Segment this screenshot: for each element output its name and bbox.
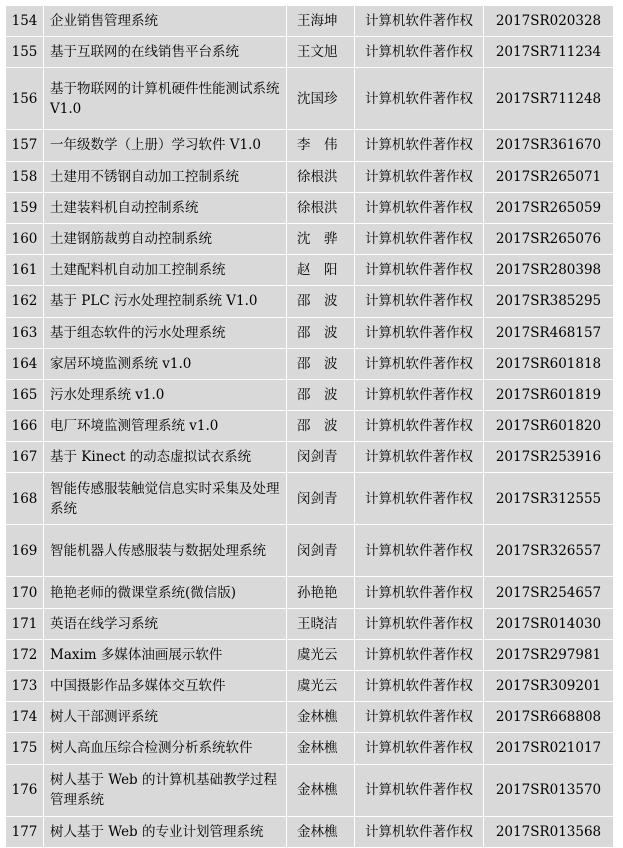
- copyright-type: 计算机软件著作权: [355, 733, 484, 764]
- copyright-type: 计算机软件著作权: [355, 442, 484, 473]
- software-name: 智能传感服装触觉信息实时采集及处理系统: [44, 473, 287, 525]
- row-number: 173: [6, 671, 44, 702]
- software-name: 树人基于 Web 的专业计划管理系统: [44, 816, 287, 847]
- row-number: 166: [6, 411, 44, 442]
- registration-number: 2017SR385295: [484, 286, 614, 317]
- author-name: 李 伟: [287, 130, 355, 161]
- author-name: 王海坤: [287, 6, 355, 37]
- registration-number: 2017SR326557: [484, 525, 614, 577]
- row-number: 167: [6, 442, 44, 473]
- copyright-type: 计算机软件著作权: [355, 379, 484, 410]
- table-row: [6, 379, 614, 410]
- table-row: [6, 473, 614, 525]
- table-row: [6, 639, 614, 670]
- software-name: 土建配料机自动加工控制系统: [44, 255, 287, 286]
- software-name: 树人高血压综合检测分析系统软件: [44, 733, 287, 764]
- author-name: 金林樵: [287, 816, 355, 847]
- copyright-type: 计算机软件著作权: [355, 348, 484, 379]
- row-number: 172: [6, 639, 44, 670]
- copyright-type: 计算机软件著作权: [355, 317, 484, 348]
- copyright-type: 计算机软件著作权: [355, 6, 484, 37]
- author-name: 闵剑青: [287, 442, 355, 473]
- table-row: [6, 764, 614, 816]
- table-row: [6, 577, 614, 608]
- copyright-type: 计算机软件著作权: [355, 473, 484, 525]
- registration-number: 2017SR021017: [484, 733, 614, 764]
- software-name: 一年级数学（上册）学习软件 V1.0: [44, 130, 287, 161]
- author-name: 金林樵: [287, 733, 355, 764]
- row-number: 176: [6, 764, 44, 816]
- registration-number: 2017SR253916: [484, 442, 614, 473]
- copyright-type: 计算机软件著作权: [355, 68, 484, 130]
- row-number: 175: [6, 733, 44, 764]
- software-name: Maxim 多媒体油画展示软件: [44, 639, 287, 670]
- registration-number: 2017SR309201: [484, 671, 614, 702]
- row-number: 171: [6, 608, 44, 639]
- author-name: 王文旭: [287, 37, 355, 68]
- author-name: 赵 阳: [287, 255, 355, 286]
- copyright-type: 计算机软件著作权: [355, 192, 484, 223]
- table-row: [6, 286, 614, 317]
- author-name: 王晓洁: [287, 608, 355, 639]
- author-name: 邵 波: [287, 379, 355, 410]
- software-name: 企业销售管理系统: [44, 6, 287, 37]
- registration-number: 2017SR297981: [484, 639, 614, 670]
- registration-number: 2017SR312555: [484, 473, 614, 525]
- copyright-type: 计算机软件著作权: [355, 702, 484, 733]
- registration-number: 2017SR668808: [484, 702, 614, 733]
- row-number: 165: [6, 379, 44, 410]
- registration-number: 2017SR601818: [484, 348, 614, 379]
- registration-number: 2017SR601819: [484, 379, 614, 410]
- software-copyright-table: [5, 5, 614, 848]
- author-name: 邵 波: [287, 317, 355, 348]
- software-name: 树人基于 Web 的计算机基础教学过程管理系统: [44, 764, 287, 816]
- registration-number: 2017SR265059: [484, 192, 614, 223]
- registration-number: 2017SR013570: [484, 764, 614, 816]
- table-row: [6, 37, 614, 68]
- table-row: [6, 192, 614, 223]
- software-name: 树人干部测评系统: [44, 702, 287, 733]
- copyright-type: 计算机软件著作权: [355, 37, 484, 68]
- table-row: [6, 161, 614, 192]
- registration-number: 2017SR711248: [484, 68, 614, 130]
- table-row: [6, 317, 614, 348]
- row-number: 154: [6, 6, 44, 37]
- registration-number: 2017SR280398: [484, 255, 614, 286]
- software-name: 电厂环境监测管理系统 v1.0: [44, 411, 287, 442]
- software-name: 家居环境监测系统 v1.0: [44, 348, 287, 379]
- row-number: 174: [6, 702, 44, 733]
- software-name: 艳艳老师的微课堂系统(微信版): [44, 577, 287, 608]
- software-name: 土建用不锈钢自动加工控制系统: [44, 161, 287, 192]
- registration-number: 2017SR265071: [484, 161, 614, 192]
- author-name: 沈国珍: [287, 68, 355, 130]
- software-name: 中国摄影作品多媒体交互软件: [44, 671, 287, 702]
- copyright-type: 计算机软件著作权: [355, 411, 484, 442]
- table-row: [6, 442, 614, 473]
- author-name: 金林樵: [287, 764, 355, 816]
- table-row: [6, 702, 614, 733]
- table-body: [6, 6, 614, 848]
- row-number: 161: [6, 255, 44, 286]
- software-name: 土建装料机自动控制系统: [44, 192, 287, 223]
- author-name: 邵 波: [287, 286, 355, 317]
- table-row: [6, 733, 614, 764]
- row-number: 155: [6, 37, 44, 68]
- software-name: 基于组态软件的污水处理系统: [44, 317, 287, 348]
- software-name: 基于互联网的在线销售平台系统: [44, 37, 287, 68]
- copyright-type: 计算机软件著作权: [355, 286, 484, 317]
- copyright-type: 计算机软件著作权: [355, 161, 484, 192]
- row-number: 156: [6, 68, 44, 130]
- copyright-type: 计算机软件著作权: [355, 608, 484, 639]
- copyright-type: 计算机软件著作权: [355, 255, 484, 286]
- table-row: [6, 816, 614, 847]
- row-number: 168: [6, 473, 44, 525]
- registration-number: 2017SR254657: [484, 577, 614, 608]
- author-name: 徐根洪: [287, 192, 355, 223]
- row-number: 158: [6, 161, 44, 192]
- registration-number: 2017SR020328: [484, 6, 614, 37]
- author-name: 徐根洪: [287, 161, 355, 192]
- row-number: 159: [6, 192, 44, 223]
- author-name: 邵 波: [287, 348, 355, 379]
- author-name: 沈 骅: [287, 223, 355, 254]
- registration-number: 2017SR468157: [484, 317, 614, 348]
- registration-number: 2017SR014030: [484, 608, 614, 639]
- copyright-type: 计算机软件著作权: [355, 525, 484, 577]
- registration-number: 2017SR711234: [484, 37, 614, 68]
- copyright-type: 计算机软件著作权: [355, 577, 484, 608]
- copyright-type: 计算机软件著作权: [355, 223, 484, 254]
- copyright-type: 计算机软件著作权: [355, 130, 484, 161]
- registration-number: 2017SR265076: [484, 223, 614, 254]
- copyright-type: 计算机软件著作权: [355, 816, 484, 847]
- registration-number: 2017SR013568: [484, 816, 614, 847]
- software-name: 基于物联网的计算机硬件性能测试系统 V1.0: [44, 68, 287, 130]
- author-name: 虞光云: [287, 639, 355, 670]
- row-number: 160: [6, 223, 44, 254]
- author-name: 金林樵: [287, 702, 355, 733]
- registration-number: 2017SR601820: [484, 411, 614, 442]
- software-name: 土建钢筋裁剪自动控制系统: [44, 223, 287, 254]
- copyright-type: 计算机软件著作权: [355, 639, 484, 670]
- software-name: 英语在线学习系统: [44, 608, 287, 639]
- author-name: 虞光云: [287, 671, 355, 702]
- software-name: 智能机器人传感服装与数据处理系统: [44, 525, 287, 577]
- table-row: [6, 348, 614, 379]
- row-number: 177: [6, 816, 44, 847]
- table-row: [6, 130, 614, 161]
- software-name: 基于 Kinect 的动态虚拟试衣系统: [44, 442, 287, 473]
- author-name: 闵剑青: [287, 525, 355, 577]
- table-row: [6, 411, 614, 442]
- table-row: [6, 671, 614, 702]
- table-row: [6, 6, 614, 37]
- table-row: [6, 68, 614, 130]
- table-row: [6, 525, 614, 577]
- copyright-type: 计算机软件著作权: [355, 764, 484, 816]
- author-name: 邵 波: [287, 411, 355, 442]
- row-number: 164: [6, 348, 44, 379]
- table-row: [6, 255, 614, 286]
- software-name: 污水处理系统 v1.0: [44, 379, 287, 410]
- software-name: 基于 PLC 污水处理控制系统 V1.0: [44, 286, 287, 317]
- registration-number: 2017SR361670: [484, 130, 614, 161]
- table-row: [6, 223, 614, 254]
- row-number: 169: [6, 525, 44, 577]
- row-number: 157: [6, 130, 44, 161]
- author-name: 闵剑青: [287, 473, 355, 525]
- row-number: 170: [6, 577, 44, 608]
- table-row: [6, 608, 614, 639]
- copyright-type: 计算机软件著作权: [355, 671, 484, 702]
- row-number: 163: [6, 317, 44, 348]
- row-number: 162: [6, 286, 44, 317]
- author-name: 孙艳艳: [287, 577, 355, 608]
